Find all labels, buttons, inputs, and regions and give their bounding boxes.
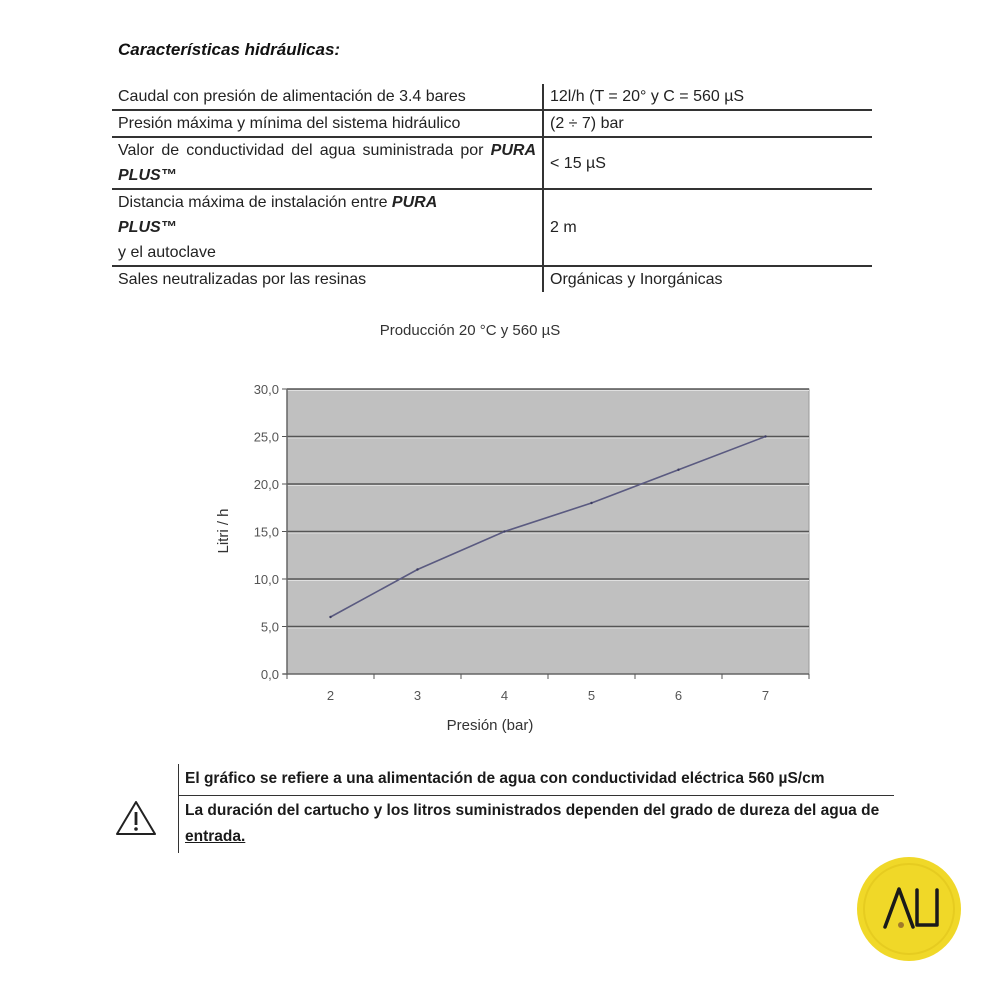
chart-title: Producción 20 °C y 560 µS bbox=[379, 322, 561, 339]
brand-name: PURA bbox=[391, 194, 438, 211]
x-tick-label: 3 bbox=[413, 688, 422, 703]
data-point bbox=[416, 568, 418, 570]
data-point bbox=[503, 530, 505, 532]
brand-name: PURA PLUS™ bbox=[118, 142, 536, 184]
spec-label-text: Valor de conductividad del agua suministrada por bbox=[118, 142, 491, 159]
spec-value: Orgánicas y Inorgánicas bbox=[550, 271, 723, 288]
data-point bbox=[590, 502, 592, 504]
note-underlined-text: entrada. bbox=[185, 828, 246, 845]
note-text: La duración del cartucho y los litros suministrados dependen del grado de dureza del agua de bbox=[185, 802, 880, 819]
x-axis-label: Presión (bar) bbox=[446, 717, 534, 734]
section-title: Características hidráulicas: bbox=[118, 40, 341, 59]
spec-label-text: Distancia máxima de instalación entre bbox=[118, 194, 392, 211]
data-point bbox=[764, 435, 766, 437]
spec-value: < 15 µS bbox=[543, 137, 872, 189]
note-cartridge-duration bbox=[179, 796, 894, 853]
y-tick-label: 20,0 bbox=[253, 477, 279, 492]
spec-label: Caudal con presión de alimentación de 3.4 bares bbox=[112, 84, 543, 110]
y-tick-label: 15,0 bbox=[253, 524, 279, 540]
plot-area bbox=[254, 382, 809, 703]
x-tick-label: 6 bbox=[674, 688, 683, 703]
spec-value: 12l/h (T = 20° y C = 560 µS bbox=[543, 84, 872, 110]
spec-label: Presión máxima y mínima del sistema hidráulico bbox=[112, 110, 543, 137]
spec-label: Sales neutralizadas por las resinas bbox=[112, 266, 543, 292]
x-tick-label: 5 bbox=[587, 688, 596, 703]
brand-name: PLUS™ bbox=[118, 219, 177, 236]
y-axis-label: Litri / h bbox=[215, 508, 232, 554]
notes-box bbox=[178, 764, 894, 853]
y-tick-label: 10,0 bbox=[253, 572, 279, 587]
y-tick-label: 30,0 bbox=[253, 382, 279, 397]
y-tick-label: 5,0 bbox=[260, 619, 279, 635]
data-point bbox=[677, 469, 679, 471]
y-tick-label: 0,0 bbox=[260, 667, 279, 682]
spec-value: 2 m bbox=[543, 189, 872, 266]
warning-triangle-icon bbox=[115, 800, 157, 841]
au-logo bbox=[853, 853, 965, 970]
spec-value: (2 ÷ 7) bar bbox=[543, 110, 872, 137]
x-tick-label: 4 bbox=[500, 688, 509, 703]
data-point bbox=[329, 616, 331, 618]
spec-label-text: y el autoclave bbox=[118, 244, 216, 261]
x-tick-label: 7 bbox=[761, 688, 770, 703]
y-tick-label: 25,0 bbox=[253, 429, 279, 445]
x-tick-label: 2 bbox=[326, 688, 335, 703]
note-conductivity: El gráfico se refiere a una alimentación de agua con conductividad eléctrica 560 µS/cm bbox=[179, 764, 894, 796]
